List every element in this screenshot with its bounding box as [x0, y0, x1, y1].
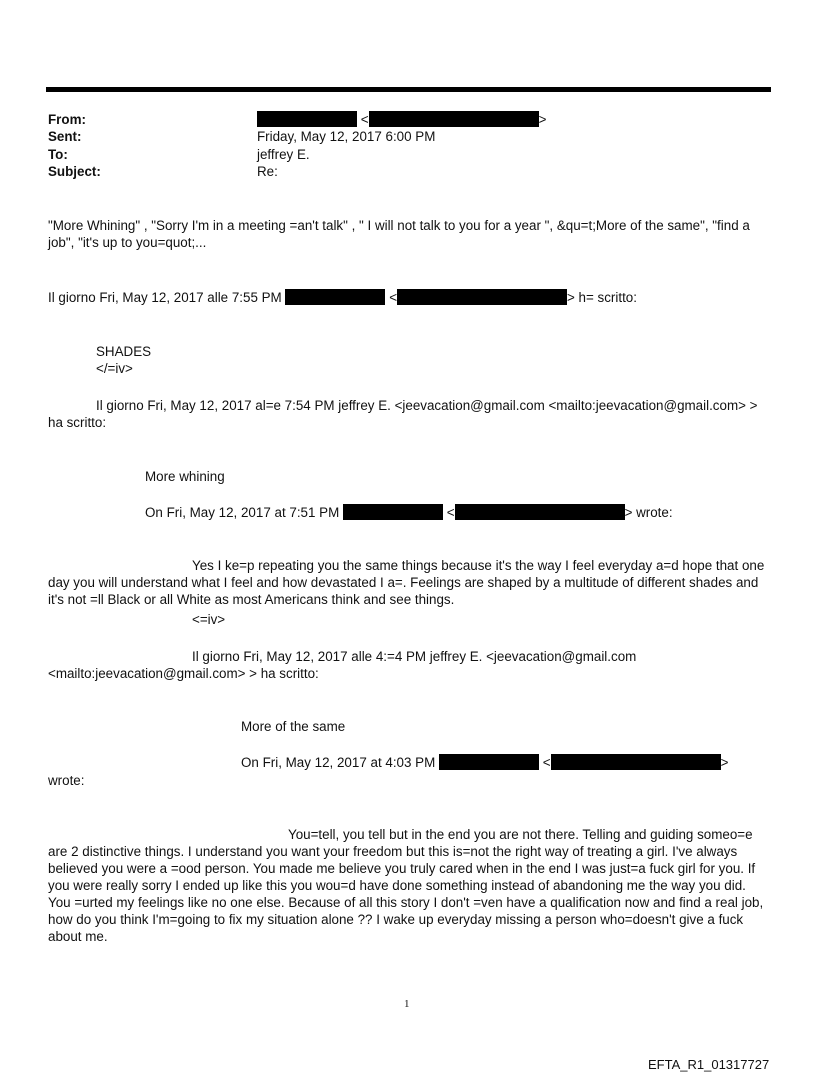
- page-number: 1: [404, 998, 410, 1010]
- to-value: jeffrey E.: [257, 147, 310, 162]
- wrote-text: wrote:: [48, 773, 85, 788]
- bates-number: EFTA_R1_01317727: [648, 1057, 770, 1072]
- iv-tag-1: </=iv>: [96, 361, 133, 376]
- iv-tag-2: <=iv>: [192, 612, 226, 627]
- quote-header-5-prefix: On Fri, May 12, 2017 at 4:03 PM: [241, 755, 436, 770]
- redacted-name-2: [343, 504, 443, 520]
- more-of-the-same-text: More of the same: [241, 719, 346, 734]
- quote-header-5-suffix: >: [720, 755, 729, 770]
- quote-header-4: Il giorno Fri, May 12, 2017 alle 4:=4 PM jeffrey E. <jeevacation@gmail.com <mailto:jeevacation@gmail.com> > ha scritto:: [48, 649, 637, 681]
- header-rule: [46, 87, 771, 92]
- more-whining-text: More whining: [145, 469, 225, 484]
- from-label: From:: [48, 112, 86, 127]
- subject-value: Re:: [257, 164, 278, 179]
- redacted-sender-email: [369, 111, 539, 127]
- from-value: [257, 111, 546, 128]
- quote-header-3-prefix: On Fri, May 12, 2017 at 7:51 PM: [145, 505, 340, 520]
- subject-label: Subject:: [48, 164, 101, 179]
- quote-header-2: Il giorno Fri, May 12, 2017 al=e 7:54 PM jeffrey E. <jeevacation@gmail.com <mailto:jeevacation@gmail.com> > ha scritto:: [48, 398, 758, 430]
- shades-text: SHADES: [96, 344, 152, 359]
- from-gt: >: [538, 112, 547, 127]
- to-label: To:: [48, 147, 68, 162]
- quote-header-3-suffix: > wrote:: [624, 505, 673, 520]
- from-lt: <: [360, 112, 369, 127]
- redacted-email-2: [455, 504, 625, 520]
- body-paragraph-1: "More Whining" , "Sorry I'm in a meeting =an't talk" , " I will not talk to you for a year ", &qu=t;More of the same", "find a job", "it's up to you=quot;...: [48, 218, 750, 250]
- sent-label: Sent:: [48, 129, 82, 144]
- sent-value: Friday, May 12, 2017 6:00 PM: [257, 129, 436, 144]
- quote-header-1-prefix: Il giorno Fri, May 12, 2017 alle 7:55 PM: [48, 290, 282, 305]
- body-paragraph-2: Yes I ke=p repeating you the same things because it's the way I feel everyday a=d hope that one day you will understand what I feel and how devastated I a=. Feelings are shaped by a multitude of different shades and it's not =ll Black or all White as most Americans think and see things.: [48, 558, 765, 607]
- redacted-name-1: [285, 289, 385, 305]
- quote-header-3: [145, 504, 673, 521]
- redacted-email-1: [397, 289, 567, 305]
- quote-header-1-lt: <: [389, 290, 398, 305]
- quote-header-5-lt: <: [542, 755, 551, 770]
- redacted-name-3: [439, 754, 539, 770]
- quote-header-5: [241, 754, 728, 771]
- redacted-email-3: [551, 754, 721, 770]
- body-paragraph-3: You=tell, you tell but in the end you are not there. Telling and guiding someo=e are 2 distinctive things. I understand you want your freedom but this is=not the right way of treating a girl. I've always believed you were a =ood person. You made me believe you truly cared when in the end I was just=a fuck girl for you. If you were really sorry I ended up like this you wou=d have done something instead of abandoning me the way you did. You =urted my feelings like no one else. Because of all this story I don't =ven have a qualification now and find a real job, how do you think I'm=going to fix my situation alone ?? I wake up everyday missing a person who=doesn't give a fuck about me.: [48, 827, 764, 944]
- quote-header-3-lt: <: [446, 505, 455, 520]
- quote-header-1-suffix: > h= scritto:: [567, 290, 637, 305]
- redacted-sender-name: [257, 111, 357, 127]
- quote-header-1: [48, 289, 637, 306]
